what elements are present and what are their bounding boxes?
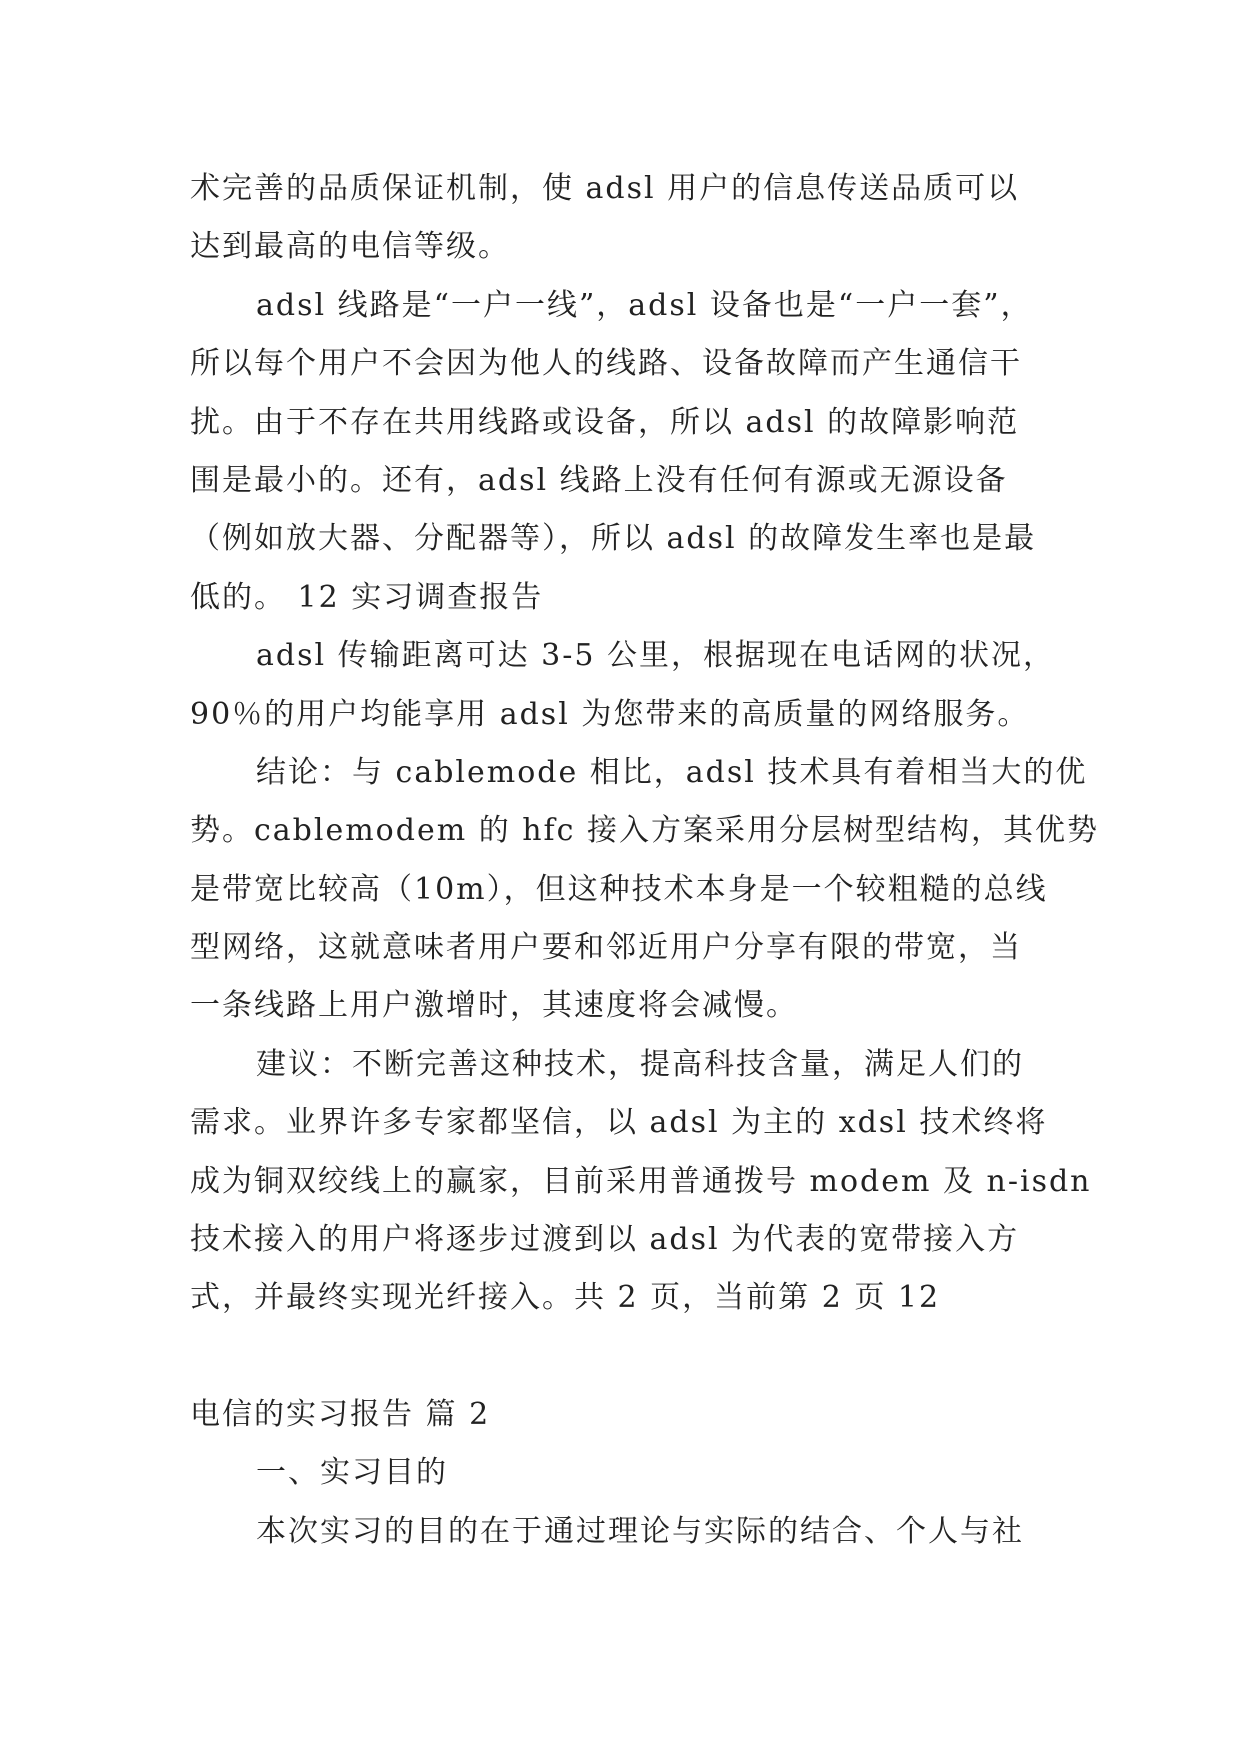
text-line: 结论：与 cablemode 相比，adsl 技术具有着相当大的优 <box>256 754 1088 790</box>
text-line: 是带宽比较高（10m），但这种技术本身是一个较粗糙的总线 <box>190 871 1048 907</box>
text-line: 扰。由于不存在共用线路或设备，所以 adsl 的故障影响范 <box>190 404 1020 440</box>
section-spacer <box>190 1328 1050 1386</box>
text-line: 一条线路上用户激增时，其速度将会减慢。 <box>190 988 798 1024</box>
text-line: 建议：不断完善这种技术，提高科技含量，满足人们的 <box>256 1046 1024 1082</box>
text-line: 式，并最终实现光纤接入。共 2 页，当前第 2 页 12 <box>190 1280 941 1316</box>
text-line: 低的。 12 实习调查报告 <box>190 579 544 615</box>
text-line: 90％的用户均能享用 adsl 为您带来的高质量的网络服务。 <box>190 696 1030 732</box>
text-line: adsl 线路是“一户一线”，adsl 设备也是“一户一套”， <box>256 287 1033 323</box>
subheading: 一、实习目的 <box>256 1455 448 1491</box>
text-line: 术完善的品质保证机制，使 adsl 用户的信息传送品质可以 <box>190 171 1020 206</box>
text-line: 围是最小的。还有，adsl 线路上没有任何有源或无源设备 <box>190 462 1008 498</box>
text-line: （例如放大器、分配器等），所以 adsl 的故障发生率也是最 <box>190 521 1037 557</box>
section-title: 电信的实习报告 篇 2 <box>190 1396 491 1432</box>
document-body <box>190 160 1099 1561</box>
text-line: adsl 传输距离可达 3-5 公里，根据现在电话网的状况， <box>256 638 1055 674</box>
text-line: 达到最高的电信等级。 <box>190 229 510 265</box>
text-line: 技术接入的用户将逐步过渡到以 adsl 为代表的宽带接入方 <box>190 1222 1020 1258</box>
text-line: 型网络，这就意味者用户要和邻近用户分享有限的带宽，当 <box>190 930 1022 966</box>
text-line: 势。cablemodem 的 hfc 接入方案采用分层树型结构，其优势 <box>190 813 1099 849</box>
text-line: 需求。业界许多专家都坚信，以 adsl 为主的 xdsl 技术终将 <box>190 1105 1048 1141</box>
text-line: 成为铜双绞线上的赢家，目前采用普通拨号 modem 及 n-isdn <box>190 1163 1092 1199</box>
text-line: 本次实习的目的在于通过理论与实际的结合、个人与社 <box>256 1513 1024 1549</box>
text-line: 所以每个用户不会因为他人的线路、设备故障而产生通信干 <box>190 346 1022 382</box>
